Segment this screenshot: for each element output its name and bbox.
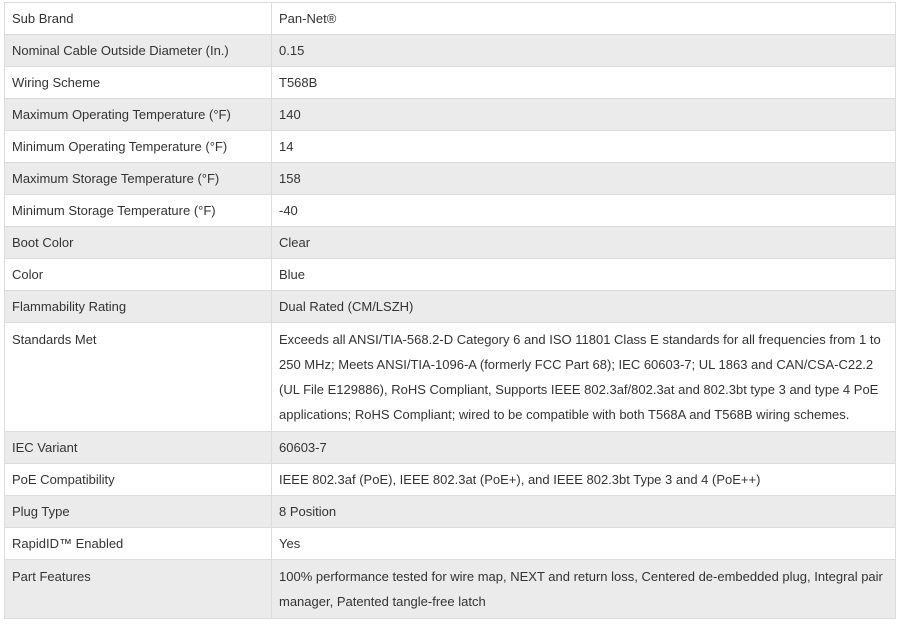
spec-value: -40 (272, 195, 896, 227)
spec-value: Clear (272, 227, 896, 259)
spec-row-poe-compatibility (5, 464, 896, 496)
spec-label: Maximum Operating Temperature (°F) (5, 99, 272, 131)
spec-row-color (5, 259, 896, 291)
spec-value: Pan-Net® (272, 3, 896, 35)
spec-row-cable-diameter (5, 35, 896, 67)
spec-label: Flammability Rating (5, 291, 272, 323)
spec-label: Standards Met (5, 323, 272, 432)
spec-label: PoE Compatibility (5, 464, 272, 496)
spec-value: 100% performance tested for wire map, NEXT and return loss, Centered de-embedded plug, Integral pair manager, Patented tangle-free latch (272, 560, 896, 619)
spec-row-plug-type (5, 496, 896, 528)
spec-label: Minimum Operating Temperature (°F) (5, 131, 272, 163)
spec-value: Yes (272, 528, 896, 560)
spec-row-boot-color (5, 227, 896, 259)
spec-row-min-operating-temp (5, 131, 896, 163)
spec-label: Sub Brand (5, 3, 272, 35)
spec-row-standards-met (5, 323, 896, 432)
spec-label: Wiring Scheme (5, 67, 272, 99)
spec-value: Exceeds all ANSI/TIA-568.2-D Category 6 and ISO 11801 Class E standards for all frequencies from 1 to 250 MHz; Meets ANSI/TIA-1096-A (formerly FCC Part 68); IEC 60603-7; UL 1863 and CAN/CSA-C22.2 (UL File E129886), RoHS Compliant, Supports IEEE 802.3af/802.3at and 802.3bt type 3 and type 4 PoE applications; RoHS Compliant; wired to be compatible with both T568A and T568B wiring schemes. (272, 323, 896, 432)
spec-label: Minimum Storage Temperature (°F) (5, 195, 272, 227)
spec-value: Dual Rated (CM/LSZH) (272, 291, 896, 323)
spec-value: 60603-7 (272, 432, 896, 464)
spec-value: 140 (272, 99, 896, 131)
spec-row-flammability (5, 291, 896, 323)
spec-label: Maximum Storage Temperature (°F) (5, 163, 272, 195)
spec-table (4, 2, 896, 619)
spec-label: Color (5, 259, 272, 291)
spec-row-sub-brand (5, 3, 896, 35)
spec-row-rapidid-enabled (5, 528, 896, 560)
spec-row-min-storage-temp (5, 195, 896, 227)
spec-value: Blue (272, 259, 896, 291)
spec-value: 8 Position (272, 496, 896, 528)
spec-label: Plug Type (5, 496, 272, 528)
spec-value: T568B (272, 67, 896, 99)
spec-value: IEEE 802.3af (PoE), IEEE 802.3at (PoE+), and IEEE 802.3bt Type 3 and 4 (PoE++) (272, 464, 896, 496)
spec-label: Nominal Cable Outside Diameter (In.) (5, 35, 272, 67)
spec-row-iec-variant (5, 432, 896, 464)
spec-label: IEC Variant (5, 432, 272, 464)
spec-label: Boot Color (5, 227, 272, 259)
spec-row-max-storage-temp (5, 163, 896, 195)
spec-row-part-features (5, 560, 896, 619)
spec-row-wiring-scheme (5, 67, 896, 99)
spec-label: Part Features (5, 560, 272, 619)
spec-row-max-operating-temp (5, 99, 896, 131)
spec-value: 0.15 (272, 35, 896, 67)
spec-label: RapidID™ Enabled (5, 528, 272, 560)
spec-value: 14 (272, 131, 896, 163)
spec-value: 158 (272, 163, 896, 195)
